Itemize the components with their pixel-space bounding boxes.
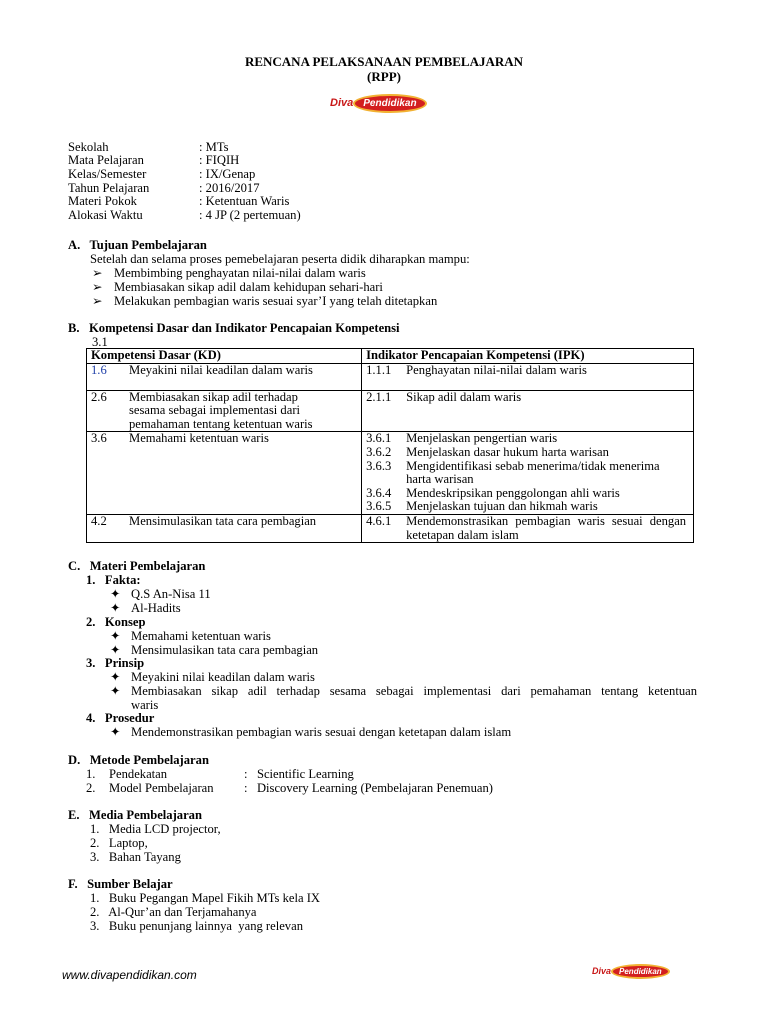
identity-value: : 4 JP (2 pertemuan) [199, 208, 301, 222]
star-bullet-icon: ✦ [110, 629, 121, 643]
kd-cell [87, 514, 362, 542]
identity-label: Kelas/Semester [68, 167, 147, 181]
ipk-text: Sikap adil dalam waris [406, 389, 522, 404]
method-number: 1. [86, 767, 96, 781]
kd-text: Memahami ketentuan waris [129, 431, 269, 446]
ipk-number: 3.6.2 [366, 444, 392, 459]
identity-value: : MTs [199, 140, 229, 154]
materi-item: Mendemonstrasikan pembagian waris sesuai dengan ketetapan dalam islam [131, 725, 512, 739]
method-label: Model Pembelajaran [109, 781, 214, 795]
footer-url[interactable]: www.divapendidikan.com [62, 968, 197, 982]
ipk-cell [362, 432, 694, 515]
section-d-heading: D. Metode Pembelajaran [68, 753, 209, 767]
footer-logo [592, 960, 670, 982]
ipk-text: Menjelaskan dasar hukum harta warisan [406, 444, 609, 459]
ipk-number: 3.6.1 [366, 431, 392, 446]
kd-number: 3.6 [91, 431, 107, 446]
kd-number: 4.2 [91, 513, 107, 528]
identity-label: Sekolah [68, 140, 109, 154]
star-bullet-icon: ✦ [110, 670, 121, 684]
identity-label: Mata Pelajaran [68, 153, 144, 167]
table-header-row [87, 349, 694, 364]
materi-group-title: 1. Fakta: [86, 573, 141, 587]
identity-label: Tahun Pelajaran [68, 181, 150, 195]
column-header-kd: Kompetensi Dasar (KD) [87, 349, 362, 364]
star-bullet-icon: ✦ [110, 684, 121, 698]
identity-value: : IX/Genap [199, 167, 256, 181]
document-title: RENCANA PELAKSANAAN PEMBELAJARAN [244, 54, 524, 69]
materi-item: Meyakini nilai keadilan dalam waris [131, 670, 315, 684]
kd-text: Membiasakan sikap adil terhadap sesama sebagai implementasi dari pemahaman tentang ketentuan waris [129, 389, 313, 431]
logo-text-left: Diva [592, 966, 612, 976]
star-bullet-icon: ✦ [110, 587, 121, 601]
materi-item: Q.S An-Nisa 11 [131, 587, 211, 601]
ipk-cell [362, 514, 694, 542]
ipk-number: 3.6.4 [366, 485, 392, 500]
section-b-pre: 3.1 [92, 335, 108, 349]
identity-value: : 2016/2017 [199, 181, 260, 195]
section-e-heading: E. Media Pembelajaran [68, 808, 202, 822]
objective-item: Membimbing penghayatan nilai-nilai dalam waris [114, 266, 366, 280]
logo-text-left: Diva [330, 97, 354, 109]
ipk-number: 3.6.5 [366, 499, 392, 514]
ipk-number: 1.1.1 [366, 362, 392, 377]
source-item: 2. Al-Qur’an dan Terjamahanya [90, 905, 257, 919]
ipk-text: Mendeskripsikan penggolongan ahli waris [406, 485, 620, 500]
materi-group-title: 2. Konsep [86, 615, 146, 629]
arrow-bullet-icon: ➢ [92, 294, 103, 308]
section-a-heading: A. Tujuan Pembelajaran [68, 238, 207, 252]
kd-cell [87, 363, 362, 390]
method-number: 2. [86, 781, 96, 795]
ipk-cell [362, 390, 694, 432]
section-f-heading: F. Sumber Belajar [68, 877, 173, 891]
identity-label: Materi Pokok [68, 194, 137, 208]
materi-group-title: 3. Prinsip [86, 656, 145, 670]
source-item: 1. Buku Pegangan Mapel Fikih MTs kela IX [90, 891, 320, 905]
diva-logo-icon [592, 960, 670, 982]
section-a-intro: Setelah dan selama proses pemebelajaran peserta didik diharapkan mampu: [90, 252, 470, 266]
materi-group-title: 4. Prosedur [86, 711, 155, 725]
ipk-number: 3.6.3 [366, 458, 392, 473]
table-row [87, 363, 694, 390]
kd-cell [87, 432, 362, 515]
ipk-cell [362, 363, 694, 390]
competency-table [86, 348, 694, 543]
materi-item-continued: waris [131, 698, 159, 712]
identity-value: : Ketentuan Waris [199, 194, 290, 208]
source-item: 3. Buku penunjang lainnya yang relevan [90, 919, 303, 933]
section-c-heading: C. Materi Pembelajaran [68, 559, 206, 573]
diva-logo-icon [330, 92, 427, 114]
arrow-bullet-icon: ➢ [92, 280, 103, 294]
media-item: 2. Laptop, [90, 836, 148, 850]
method-label: Pendekatan [109, 767, 168, 781]
header-logo [330, 92, 427, 114]
method-value: : Scientific Learning [244, 767, 354, 781]
ipk-text: Mengidentifikasi sebab menerima/tidak menerima harta warisan [406, 458, 660, 487]
logo-text-right: Pendidikan [353, 94, 426, 113]
star-bullet-icon: ✦ [110, 601, 121, 615]
materi-item: Memahami ketentuan waris [131, 629, 271, 643]
identity-value: : FIQIH [199, 153, 240, 167]
kd-text: Mensimulasikan tata cara pembagian [129, 513, 317, 528]
media-item: 1. Media LCD projector, [90, 822, 221, 836]
identity-label: Alokasi Waktu [68, 208, 143, 222]
kd-text: Meyakini nilai keadilan dalam waris [129, 362, 313, 377]
arrow-bullet-icon: ➢ [92, 266, 103, 280]
table-row [87, 432, 694, 515]
table-row [87, 514, 694, 542]
logo-text-right: Pendidikan [611, 964, 670, 979]
objective-item: Membiasakan sikap adil dalam kehidupan sehari-hari [114, 280, 383, 294]
ipk-number: 4.6.1 [366, 513, 392, 528]
kd-cell [87, 390, 362, 432]
kd-number: 2.6 [91, 389, 107, 404]
ipk-text: Menjelaskan tujuan dan hikmah waris [406, 499, 598, 514]
column-header-ipk: Indikator Pencapaian Kompetensi (IPK) [362, 349, 694, 364]
kd-number: 1.6 [91, 362, 107, 377]
media-item: 3. Bahan Tayang [90, 850, 181, 864]
ipk-number: 2.1.1 [366, 389, 392, 404]
ipk-text: Menjelaskan pengertian waris [406, 431, 558, 446]
materi-item: Mensimulasikan tata cara pembagian [131, 643, 319, 657]
ipk-text: Penghayatan nilai-nilai dalam waris [406, 362, 587, 377]
materi-item: Al-Hadits [131, 601, 181, 615]
star-bullet-icon: ✦ [110, 725, 121, 739]
star-bullet-icon: ✦ [110, 643, 121, 657]
method-value: : Discovery Learning (Pembelajaran Penemuan) [244, 781, 493, 795]
ipk-text: Mendemonstrasikan pembagian waris sesuai dengan ketetapan dalam islam [406, 513, 687, 542]
materi-item: Membiasakan sikap adil terhadap sesama sebagai implementasi dari pemahaman tentang ketentuan [131, 684, 697, 698]
objective-item: Melakukan pembagian waris sesuai syar’I yang telah ditetapkan [114, 294, 438, 308]
document-subtitle: (RPP) [367, 69, 401, 84]
table-row [87, 390, 694, 432]
section-b-heading: B. Kompetensi Dasar dan Indikator Pencapaian Kompetensi [68, 321, 400, 335]
